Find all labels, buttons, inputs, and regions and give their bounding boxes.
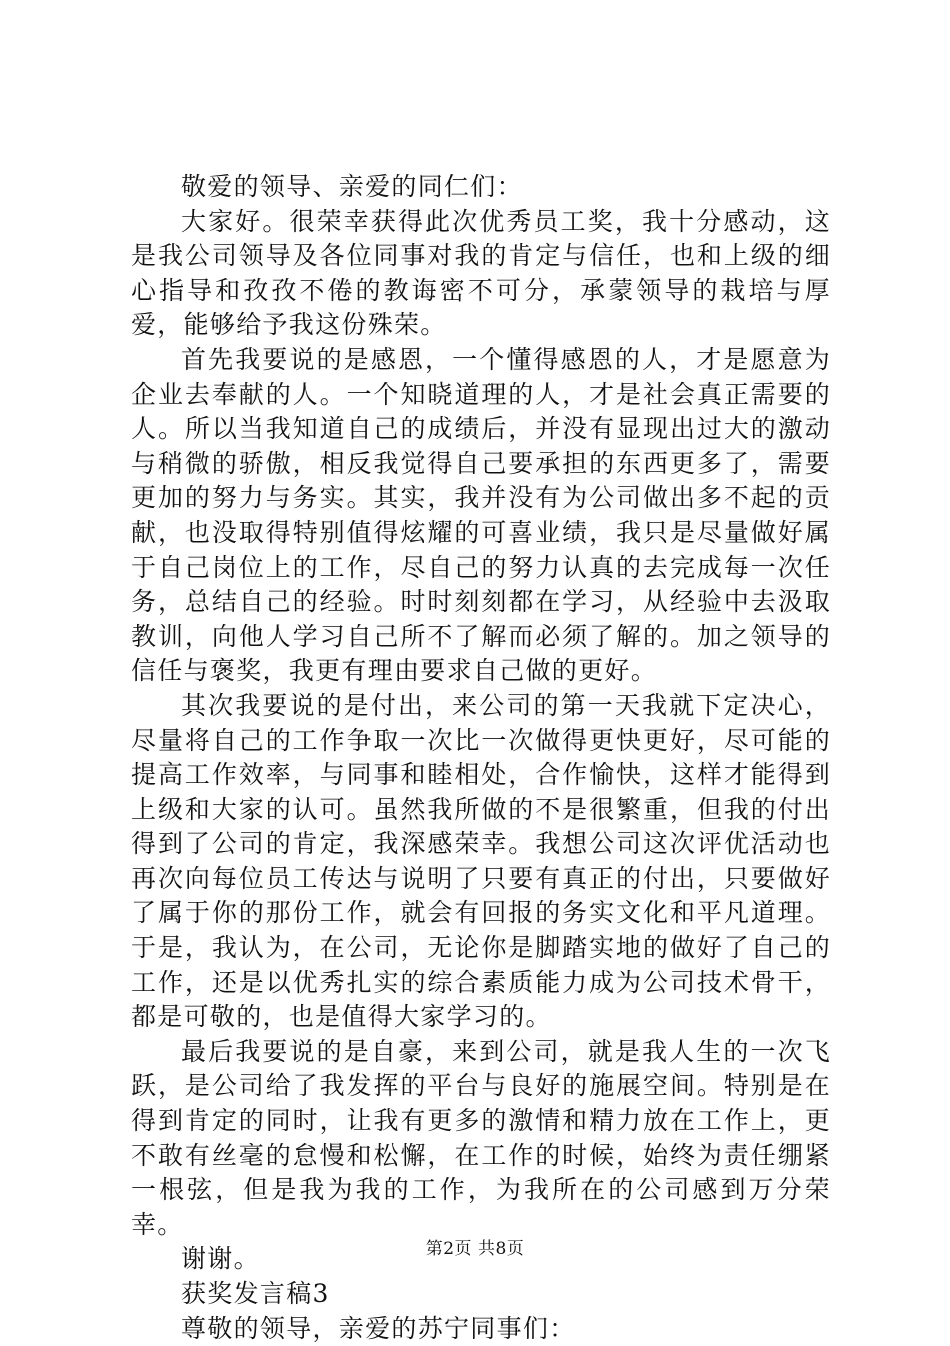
next-section-greeting: 尊敬的领导，亲爱的苏宁同事们：: [181, 1313, 576, 1343]
paragraph-3: 其次我要说的是付出，来公司的第一天我就下定决心，尽量将自己的工作争取一次比一次做得更快更好，尽可能的提高工作效率，与同事和睦相处，合作愉快，这样才能得到上级和大家的认可。虽然我所做的不是很繁重，但我的付出得到了公司的肯定，我深感荣幸。我想公司这次评优活动也再次向每位员工传达与说明了只要有真正的付出，只要做好了属于你的那份工作，就会有回报的务实文化和平凡道理。于是，我认为，在公司，无论你是脚踏实地的做好了自己的工作，还是以优秀扎实的综合素质能力成为公司技术骨干，都是可敬的，也是值得大家学习的。: [131, 690, 831, 1032]
page-footer: 第2页 共8页: [425, 1239, 525, 1259]
greeting: 敬爱的领导、亲爱的同仁们：: [181, 172, 523, 201]
document-body: [131, 170, 831, 1346]
next-section-title: 获奖发言稿3: [181, 1279, 330, 1308]
thanks-line: 谢谢。: [181, 1244, 260, 1274]
paragraph-4: 最后我要说的是自豪，来到公司，就是我人生的一次飞跃，是公司给了我发挥的平台与良好的施展空间。特别是在得到肯定的同时，让我有更多的激情和精力放在工作上，更不敢有丝毫的怠慢和松懈，在工作的时候，始终为责任绷紧一根弦，但是我为我的工作，为我所在的公司感到万分荣幸。: [131, 1036, 831, 1239]
paragraph-1: 大家好。很荣幸获得此次优秀员工奖，我十分感动，这是我公司领导及各位同事对我的肯定与信任，也和上级的细心指导和孜孜不倦的教诲密不可分，承蒙领导的栽培与厚爱，能够给予我这份殊荣。: [131, 206, 831, 340]
paragraph-2: 首先我要说的是感恩，一个懂得感恩的人，才是愿意为企业去奉献的人。一个知晓道理的人，才是社会真正需要的人。所以当我知道自己的成绩后，并没有显现出过大的激动与稍微的骄傲，相反我觉得自己要承担的东西更多了，需要更加的努力与务实。其实，我并没有为公司做出多不起的贡献，也没取得特别值得炫耀的可喜业绩，我只是尽量做好属于自己岗位上的工作，尽自己的努力认真的去完成每一次任务，总结自己的经验。时时刻刻都在学习，从经验中去汲取教训，向他人学习自己所不了解而必须了解的。加之领导的信任与褒奖，我更有理由要求自己做的更好。: [131, 344, 831, 686]
